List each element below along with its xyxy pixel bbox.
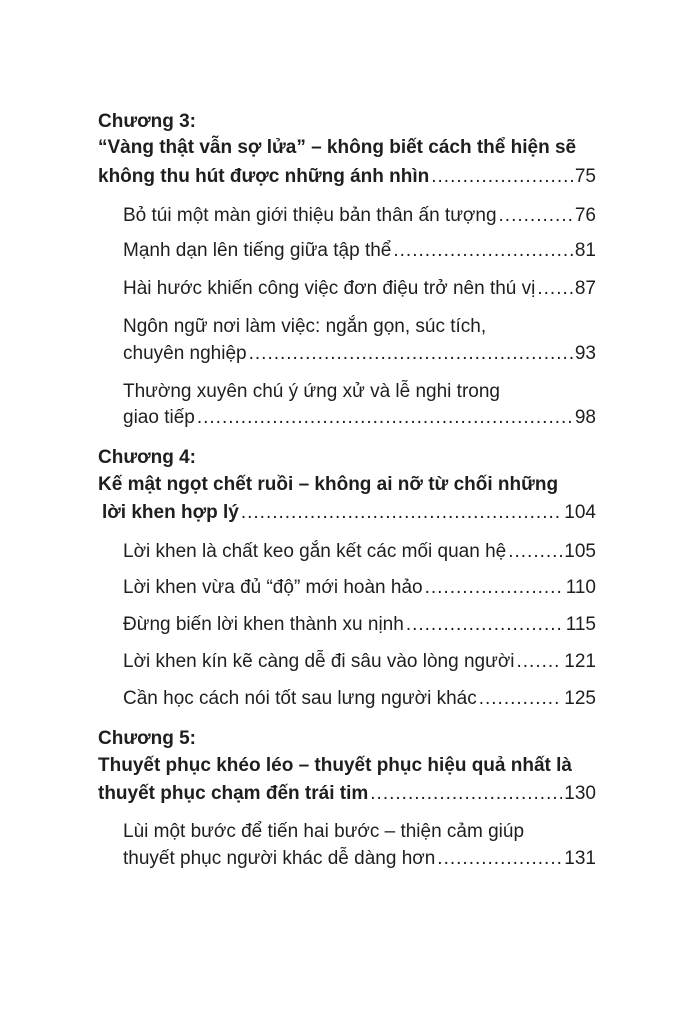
toc-entry[interactable]	[123, 277, 596, 301]
entry-title-line1: Lùi một bước để tiến hai bước – thiện cảm giúp	[123, 821, 525, 842]
toc-entry[interactable]	[123, 576, 596, 600]
dot-leader	[197, 406, 573, 430]
chapter-3-heading: Chương 3:	[98, 111, 196, 132]
entry-title: Bỏ túi một màn giới thiệu bản thân ấn tượng	[123, 205, 497, 226]
chapter-heading	[98, 446, 196, 470]
entry-title: giao tiếp	[123, 407, 195, 428]
entry-title: Lời khen là chất keo gắn kết các mối quan hệ	[123, 541, 507, 562]
toc-entry[interactable]	[123, 204, 596, 228]
dot-leader	[393, 239, 573, 263]
entry-title: Hài hước khiến công việc đơn điệu trở nên thú vị	[123, 278, 536, 299]
dot-leader	[437, 847, 562, 871]
entry-title: Cần học cách nói tốt sau lưng người khác	[123, 688, 477, 709]
chapter-4-heading: Chương 4:	[98, 447, 196, 468]
entry-title-line1: Thường xuyên chú ý ứng xử và lễ nghi trong	[123, 381, 500, 402]
chapter-heading	[98, 727, 196, 751]
chapter-3-toc-entry[interactable]	[98, 165, 596, 189]
chapter-3-title-line2: không thu hút được những ánh nhìn	[98, 166, 430, 187]
toc-entry[interactable]	[123, 239, 596, 263]
page-number: 105	[564, 541, 596, 562]
toc-entry-line	[123, 315, 486, 339]
entry-title: thuyết phục người khác dễ dàng hơn	[123, 848, 436, 869]
entry-title: Mạnh dạn lên tiếng giữa tập thể	[123, 240, 392, 261]
chapter-4-toc-entry[interactable]	[102, 501, 596, 525]
chapter-3-title-line1: “Vàng thật vẫn sợ lửa” – không biết cách thể hiện sẽ	[98, 137, 577, 158]
chapter-4-title-line1: Kế mật ngọt chết ruồi – không ai nỡ từ chối những	[98, 474, 559, 495]
chapter-heading	[98, 110, 196, 134]
toc-entry[interactable]	[123, 540, 596, 564]
dot-leader	[425, 576, 564, 600]
dot-leader	[370, 782, 562, 806]
page-number: 121	[564, 651, 596, 672]
page-number: 104	[564, 502, 596, 523]
toc-entry[interactable]	[123, 613, 596, 637]
entry-title: chuyên nghiệp	[123, 343, 247, 364]
toc-entry[interactable]	[123, 342, 596, 366]
toc-entry[interactable]	[123, 650, 596, 674]
dot-leader	[499, 204, 573, 228]
page-number: 75	[574, 166, 596, 187]
dot-leader	[249, 342, 573, 366]
toc-entry[interactable]	[123, 847, 596, 871]
dot-leader	[241, 501, 562, 525]
chapter-4-title-line2: lời khen hợp lý	[102, 502, 239, 523]
entry-title-line1: Ngôn ngữ nơi làm việc: ngắn gọn, súc tích,	[123, 316, 487, 337]
chapter-5-heading: Chương 5:	[98, 728, 196, 749]
dot-leader	[479, 687, 563, 711]
chapter-title-line	[98, 136, 576, 160]
dot-leader	[406, 613, 564, 637]
dot-leader	[431, 165, 573, 189]
page-number: 130	[564, 783, 596, 804]
page-number: 110	[565, 577, 596, 598]
page-number: 98	[574, 407, 596, 428]
page-number: 76	[574, 205, 596, 226]
entry-title: Lời khen vừa đủ “độ” mới hoàn hảo	[123, 577, 423, 598]
chapter-5-title-line1: Thuyết phục khéo léo – thuyết phục hiệu quả nhất là	[98, 755, 572, 776]
dot-leader	[537, 277, 572, 301]
chapter-5-title-line2: thuyết phục chạm đến trái tim	[98, 783, 369, 804]
toc-entry-line	[123, 380, 500, 404]
chapter-title-line	[98, 473, 558, 497]
dot-leader	[508, 540, 562, 564]
entry-title: Đừng biến lời khen thành xu nịnh	[123, 614, 404, 635]
toc-entry-line	[123, 820, 524, 844]
toc-entry[interactable]	[123, 687, 596, 711]
toc-entry[interactable]	[123, 406, 596, 430]
dot-leader	[517, 650, 563, 674]
page-number: 115	[565, 614, 596, 635]
page-number: 87	[574, 278, 596, 299]
page-number: 131	[564, 848, 596, 869]
chapter-title-line	[98, 754, 572, 778]
entry-title: Lời khen kín kẽ càng dễ đi sâu vào lòng người	[123, 651, 515, 672]
page-number: 93	[574, 343, 596, 364]
page-number: 81	[574, 240, 596, 261]
chapter-5-toc-entry[interactable]	[98, 782, 596, 806]
page-number: 125	[564, 688, 596, 709]
